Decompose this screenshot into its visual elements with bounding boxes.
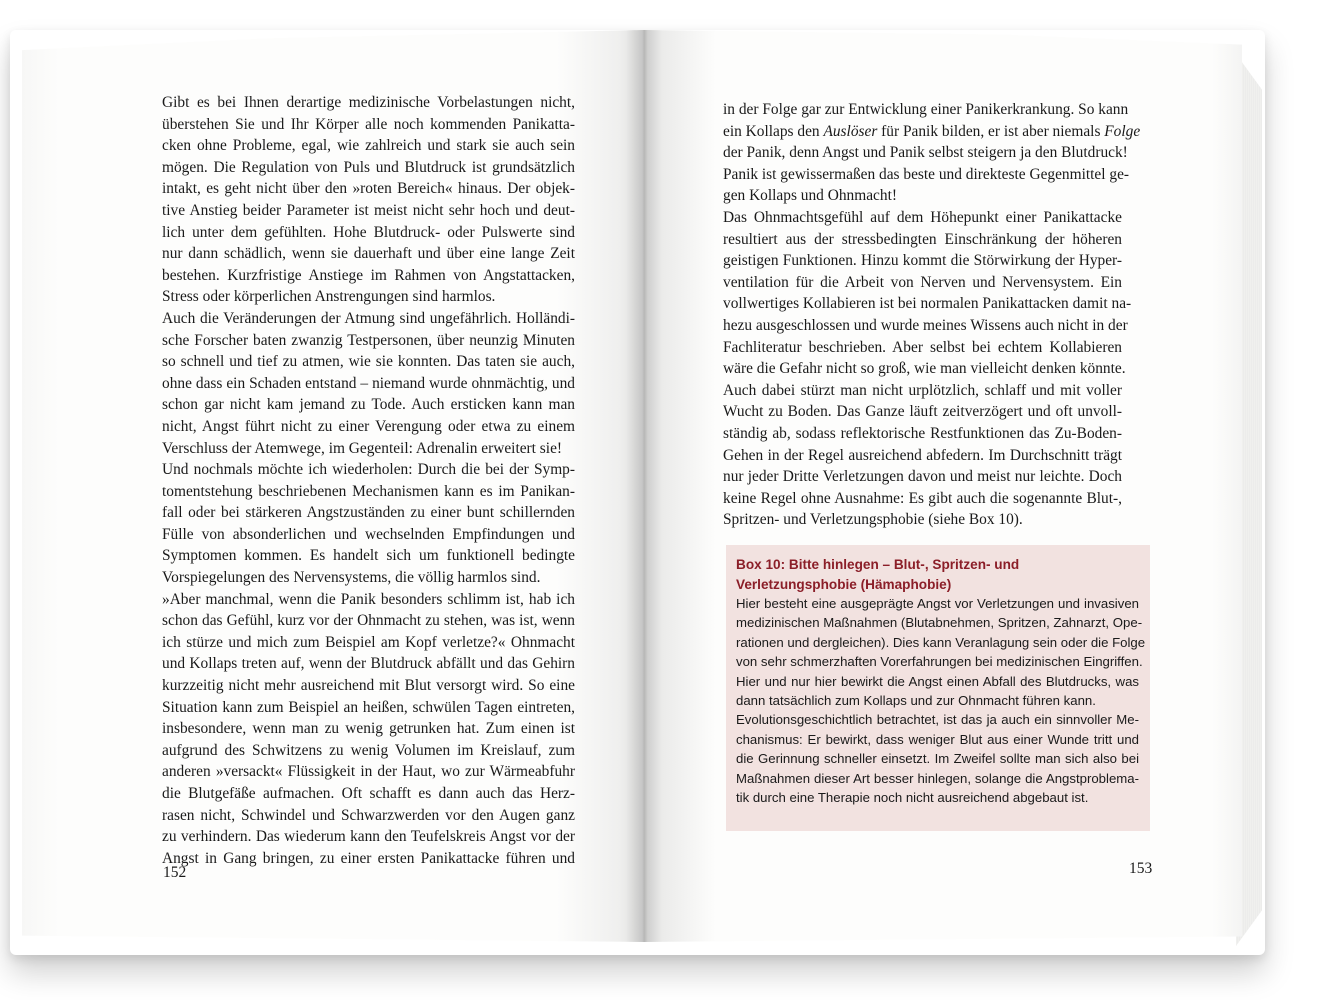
page-number-left: 152	[163, 864, 187, 881]
info-box-title-line: Box 10: Bitte hinlegen – Blut-, Spritzen- und	[736, 557, 1020, 572]
text-line: geistigen Funktionen. Hinzu kommt die Störwirkung der Hyper-	[723, 252, 1122, 270]
text-line: bestehen. Kurzfristige Anstiege im Rahmen von Angstattacken,	[162, 266, 575, 284]
text-line: anderen »versackt« Flüssigkeit in der Haut, wo zur Wärmeabfuhr	[162, 763, 575, 781]
text-line: Und nochmals möchte ich wiederholen: Durch die bei der Symp-	[162, 461, 575, 479]
text-line: sche Forscher baten zwanzig Testpersonen, über neunzig Minuten	[162, 331, 575, 349]
text-line: tomentstehung beschriebenen Mechanismen kann es im Panikan-	[162, 482, 575, 500]
text-line: Vorspiegelungen des Nervensystems, die völlig harmlos sind.	[162, 569, 541, 587]
right-page-paragraphs	[723, 99, 1141, 531]
text-line: schon das Gefühl, kurz vor der Ohnmacht zu stehen, was ist, wenn	[162, 612, 575, 630]
text-line: Panik ist gewissermaßen das beste und direkteste Gegenmittel ge-	[723, 165, 1130, 183]
text-line: nur jeder Dritte Verletzungen davon und meist nur leichte. Doch	[723, 468, 1122, 486]
text-run: ein Kollaps den	[723, 122, 824, 140]
info-box-line: dann tatsächlich zum Kollaps und zur Ohnmacht führen kann.	[736, 693, 1096, 709]
text-line: vollwertiges Kollabieren ist bei normalen Panikattacken damit na-	[723, 295, 1132, 313]
text-line: mögen. Die Regulation von Puls und Blutdruck ist grundsätzlich	[162, 158, 575, 176]
text-line: hezu ausgeschlossen und wurde meines Wissens auch nicht in der	[723, 316, 1128, 334]
info-box-title-line: Verletzungsphobie (Hämaphobie)	[736, 576, 952, 592]
info-box-line: Hier und nur hier bewirkt die Angst einen Abfall des Blutdrucks, was	[736, 673, 1139, 689]
info-box-line: von sehr schmerzhaften Vorerfahrungen bei medizinischen Eingriffen.	[736, 654, 1143, 670]
book-gutter	[626, 30, 662, 942]
text-line: überstehen Sie und Ihr Körper alle noch kommenden Panikatta-	[162, 115, 575, 133]
text-line: nur dann schädlich, wenn sie dauerhaft und über eine lange Zeit	[162, 245, 575, 263]
text-line: fall oder bei stärkeren Angstzuständen zu einer bunt schillernden	[162, 504, 575, 522]
text-line: kurzzeitig nicht mehr ausreichend mit Blut versorgt wird. So eine	[162, 677, 575, 695]
text-line: Symptomen kommen. Es handelt sich um funktionell bedingte	[162, 547, 575, 565]
info-box-line: Hier besteht eine ausgeprägte Angst vor Verletzungen und invasiven	[736, 596, 1139, 611]
text-line: und Kollaps treten auf, wenn der Blutdruck abfällt und das Gehirn	[162, 655, 575, 673]
info-box-line: tik durch eine Therapie noch nicht ausreichend abgebaut ist.	[736, 790, 1089, 806]
right-page-body-text	[723, 99, 1141, 531]
text-line: Fülle von absonderlichen und wechselnden Empfindungen und	[162, 525, 575, 543]
text-line: keine Regel ohne Ausnahme: Es gibt auch die sogenannte Blut-,	[723, 489, 1122, 507]
text-line: Situation kann zum Beispiel an heißen, schwülen Tagen eintreten,	[162, 698, 575, 716]
left-page-body-text	[162, 92, 575, 869]
text-line: wäre die Gefahr nicht so groß, wie man vielleicht denken könnte.	[723, 360, 1126, 378]
text-line: schon gar nicht kam jemand zu Tode. Auch ersticken kann man	[162, 396, 575, 414]
text-line: zu verhindern. Das wiederum kann den Teufelskreis Angst vor der	[162, 828, 575, 846]
left-page-paragraphs	[162, 92, 575, 869]
text-line: Gibt es bei Ihnen derartige medizinische Vorbelastungen nicht,	[162, 94, 575, 111]
text-line: aufgrund des Schwitzens zu wenig Volumen im Kreislauf, zum	[162, 741, 575, 759]
text-line: Verschluss der Atemwege, im Gegenteil: Adrenalin erweitert sie!	[162, 439, 563, 457]
text-line: Wucht zu Boden. Das Ganze läuft zeitverzögert und oft unvoll-	[723, 403, 1122, 421]
text-line: ich stürze und mich zum Beispiel am Kopf verletze?« Ohnmacht	[162, 633, 575, 651]
text-line: ventilation für die Arbeit von Nerven und Nervensystem. Ein	[723, 273, 1122, 291]
emphasized-word: Folge	[1104, 122, 1141, 140]
text-line: lich unter dem gefühlten. Hohe Blutdruck- oder Pulswerte sind	[162, 223, 575, 241]
text-run: für Panik bilden, er ist aber niemals	[877, 122, 1105, 140]
info-box-line: die Gerinnung schneller einsetzt. Im Zweifel sollte man sich also bei	[736, 751, 1139, 767]
text-line: ständig ab, sodass reflektorische Restfunktionen das Zu-Boden-	[723, 424, 1122, 442]
info-box-body	[736, 594, 1146, 807]
page-number-right: 153	[1129, 860, 1153, 877]
text-line: gen Kollaps und Ohnmacht!	[723, 187, 897, 205]
text-line: resultiert aus der stressbedingten Einschränkung der höheren	[723, 230, 1122, 248]
text-line: ohne dass ein Schaden entstand – niemand wurde ohnmächtig, und	[162, 374, 575, 392]
text-line: Gehen in der Regel ausreichend abfedern. Im Durchschnitt trägt	[723, 446, 1122, 464]
text-line: cken ohne Probleme, egal, wie zahlreich und stark sie auch sein	[162, 137, 575, 155]
text-line: Auch die Veränderungen der Atmung sind ungefährlich. Holländi-	[162, 309, 575, 327]
text-line: »Aber manchmal, wenn die Panik besonders schlimm ist, hab ich	[162, 590, 575, 608]
text-line: Angst in Gang bringen, zu einer ersten Panikattacke führen und	[162, 849, 575, 867]
info-box-line: Evolutionsgeschichtlich betrachtet, ist das ja auch ein sinnvoller Me-	[736, 712, 1139, 728]
text-line: Auch dabei stürzt man nicht urplötzlich, schlaff und mit voller	[723, 381, 1122, 399]
text-line: so schnell und tief zu atmen, wie sie konnten. Das taten sie auch,	[162, 353, 575, 371]
text-line: nicht, Angst führt nicht zu einer Verengung oder etwa zu einem	[162, 417, 575, 435]
text-line: Das Ohnmachtsgefühl auf dem Höhepunkt einer Panikattacke	[723, 208, 1122, 226]
text-line: in der Folge gar zur Entwicklung einer Panikerkrankung. So kann	[723, 101, 1129, 118]
info-box-line: Maßnahmen dieser Art besser hinlegen, solange die Angstproblema-	[736, 770, 1139, 786]
info-box-line: medizinischen Maßnahmen (Blutabnehmen, Spritzen, Zahnarzt, Ope-	[736, 615, 1143, 631]
info-box-title	[736, 555, 1150, 594]
info-box-line: chanismus: Er bewirkt, dass weniger Blut aus einer Wunde tritt und	[736, 731, 1139, 747]
text-line: Fachliteratur beschrieben. Aber selbst bei echtem Kollabieren	[723, 338, 1122, 356]
text-line: insbesondere, wenn man zu wenig getrunken hat. Zum einen ist	[162, 720, 575, 738]
text-line: rasen nicht, Schwindel und Schwarzwerden vor den Augen ganz	[162, 806, 575, 824]
info-box-10	[726, 545, 1150, 831]
text-line: tive Anstieg beider Parameter ist meist nicht sehr hoch und deut-	[162, 201, 575, 219]
text-line: Spritzen- und Verletzungsphobie (siehe Box 10).	[723, 511, 1023, 529]
text-line: Stress oder körperlichen Anstrengungen sind harmlos.	[162, 288, 496, 306]
text-line: der Panik, denn Angst und Panik selbst steigern ja den Blutdruck!	[723, 144, 1128, 162]
text-line: intakt, es geht nicht über den »roten Bereich« hinaus. Der objek-	[162, 180, 575, 198]
info-box-line: rationen und dergleichen). Dies kann Veranlagung sein oder die Folge	[736, 634, 1146, 650]
emphasized-word: Auslöser	[823, 122, 878, 140]
text-line: die Blutgefäße aufmachen. Oft schafft es dann auch das Herz-	[162, 785, 575, 802]
text-line	[723, 121, 1141, 143]
